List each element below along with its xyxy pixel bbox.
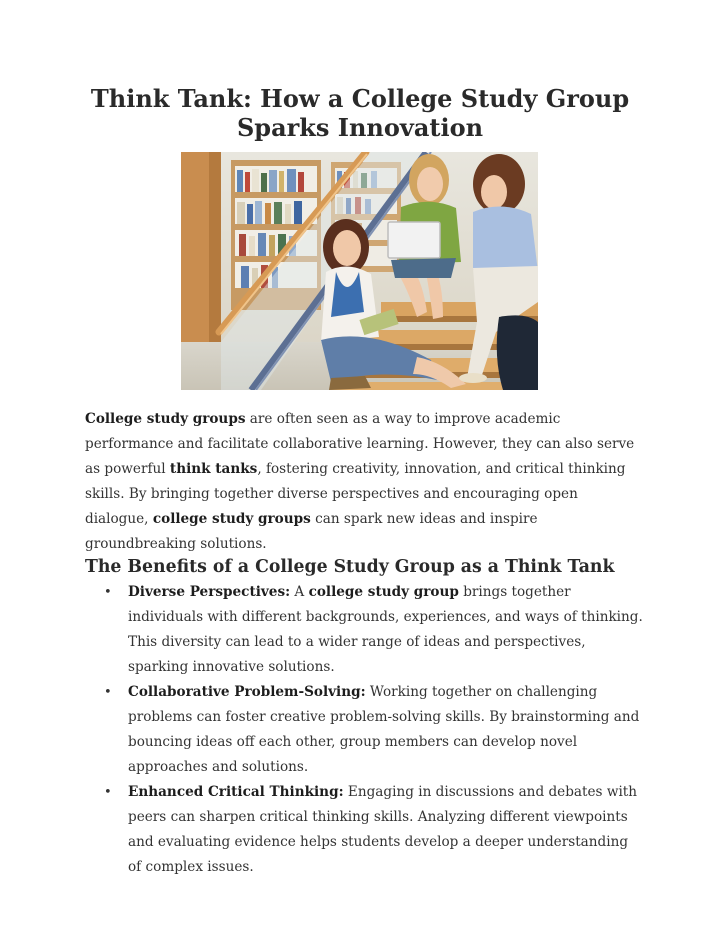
intro-keyword: college study groups — [152, 511, 311, 527]
study-group-photo — [181, 152, 538, 390]
benefit-text: brings together individuals with different backgrounds, experiences, and ways of thinking. This diversity can lead to a wider range of ideas and perspectives, sparking innovative solutions. — [128, 584, 643, 675]
intro-text: , fostering creativity, innovation, and critical thinking skills. By bringing together diverse perspectives and encouraging open dialogue, — [85, 461, 626, 527]
intro-paragraph — [85, 407, 645, 557]
section-heading: The Benefits of a College Study Group as a Think Tank — [85, 557, 615, 577]
benefit-title: Enhanced Critical Thinking: — [128, 784, 344, 800]
benefit-item — [85, 780, 645, 880]
benefit-text: Engaging in discussions and debates with peers can sharpen critical thinking skills. Analyzing different viewpoints and evaluating evidence helps students develop a deeper understanding of complex issues. — [128, 784, 638, 875]
article-title: Think Tank: How a College Study Group Sparks Innovation — [90, 84, 630, 142]
benefit-text: Working together on challenging problems can foster creative problem-solving skills. By brainstorming and bouncing ideas off each other, group members can develop novel approaches and solutions. — [128, 684, 640, 775]
intro-keyword: College study groups — [85, 411, 246, 427]
benefit-item — [85, 580, 645, 680]
intro-text: can spark new ideas and inspire groundbreaking solutions. — [85, 511, 538, 552]
benefit-item — [85, 680, 645, 780]
bullet-icon: • — [104, 685, 112, 700]
benefit-title: Collaborative Problem-Solving: — [128, 684, 366, 700]
intro-text: are often seen as a way to improve academic performance and facilitate collaborative learning. However, they can also serve as powerful — [85, 411, 635, 477]
benefit-text: A — [290, 584, 309, 600]
bullet-icon: • — [104, 585, 112, 600]
benefits-list — [85, 580, 645, 880]
bullet-icon: • — [104, 785, 112, 800]
benefit-keyword: college study group — [308, 584, 459, 600]
intro-keyword: think tanks — [169, 461, 258, 477]
benefit-title: Diverse Perspectives: — [128, 584, 291, 600]
